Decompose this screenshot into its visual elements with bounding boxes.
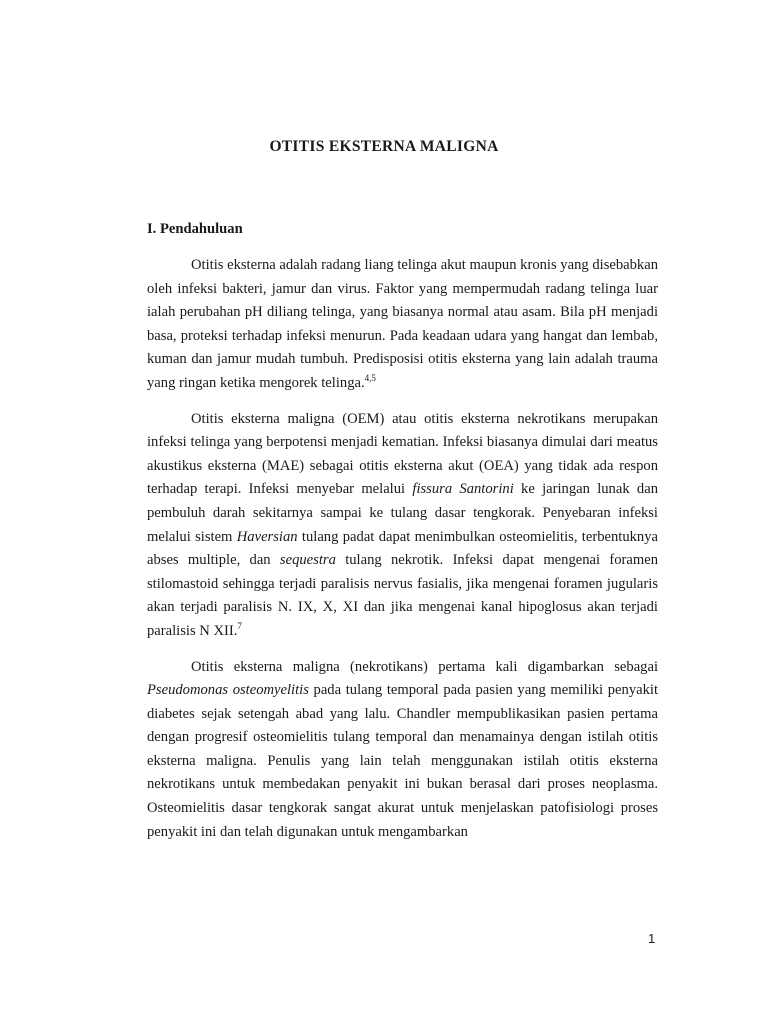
paragraph-2-text-b: ke jaringan lunak dan pembuluh darah sekitarnya sampai ke tulang dasar tengkorak. Penyebaran infeksi melalui sistem [147, 481, 658, 545]
paragraph-3 [147, 656, 658, 845]
document-body [147, 219, 658, 856]
italic-term: Pseudomonas osteomyelitis [147, 682, 309, 699]
italic-term: Haversian [236, 528, 298, 545]
paragraph-2-text-c: tulang padat dapat menimbulkan osteomielitis, terbentuknya abses multiple, dan [147, 528, 658, 569]
paragraph-1-text: Otitis eksterna adalah radang liang telinga akut maupun kronis yang disebabkan oleh infeksi bakteri, jamur dan virus. Faktor yang mempermudah radang telinga luar ialah perubahan pH diliang telinga, yang biasanya normal atau asam. Bila pH menjadi basa, proteksi terhadap infeksi menurun. Pada keadaan udara yang hangat dan lembab, kuman dan jamur mudah tumbuh. Predisposisi otitis eksterna yang lain adalah trauma yang ringan ketika mengorek telinga. [147, 257, 658, 391]
section-heading: I. Pendahuluan [147, 221, 243, 237]
paragraph-2-text-d: tulang nekrotik. Infeksi dapat mengenai foramen stilomastoid sehingga terjadi paralisis nervus fasialis, jika mengenai foramen jugularis akan terjadi paralisis N. IX, X, XI dan jika mengenai kanal hipoglosus akan terjadi paralisis N XII. [147, 552, 658, 639]
paragraph-2-text-a: Otitis eksterna maligna (OEM) atau otitis eksterna nekrotikans merupakan infeksi telinga yang berpotensi menjadi kematian. Infeksi biasanya dimulai dari meatus akustikus eksterna (MAE) sebagai otitis eksterna akut (OEA) yang tidak ada respon terhadap terapi. Infeksi menyebar melalui [147, 410, 658, 498]
page-number: 1 [648, 931, 656, 946]
paragraph-2 [147, 408, 658, 644]
paragraph-3-text-a: Otitis eksterna maligna (nekrotikans) pertama kali digambarkan sebagai [191, 658, 658, 675]
citation-ref: 4,5 [364, 372, 376, 383]
paragraph-3-text-b: pada tulang temporal pada pasien yang memiliki penyakit diabetes sejak setengah abad yang lalu. Chandler mempublikasikan pasien pertama dengan progresif osteomielitis tulang temporal dan menamainya dengan istilah otitis eksterna maligna. Penulis yang lain telah menggunakan istilah otitis eksterna nekrotikans untuk membedakan penyakit ini bukan berasal dari proses neoplasma. Osteomielitis dasar tengkorak sangat akurat untuk menjelaskan patofisiologi proses penyakit ini dan telah digunakan untuk mengambarkan [147, 682, 658, 840]
italic-term: fissura Santorini [412, 481, 514, 498]
italic-term: sequestra [279, 552, 336, 569]
paragraph-1 [147, 254, 658, 396]
citation-ref: 7 [237, 620, 242, 631]
document-title: OTITIS EKSTERNA MALIGNA [269, 138, 499, 155]
